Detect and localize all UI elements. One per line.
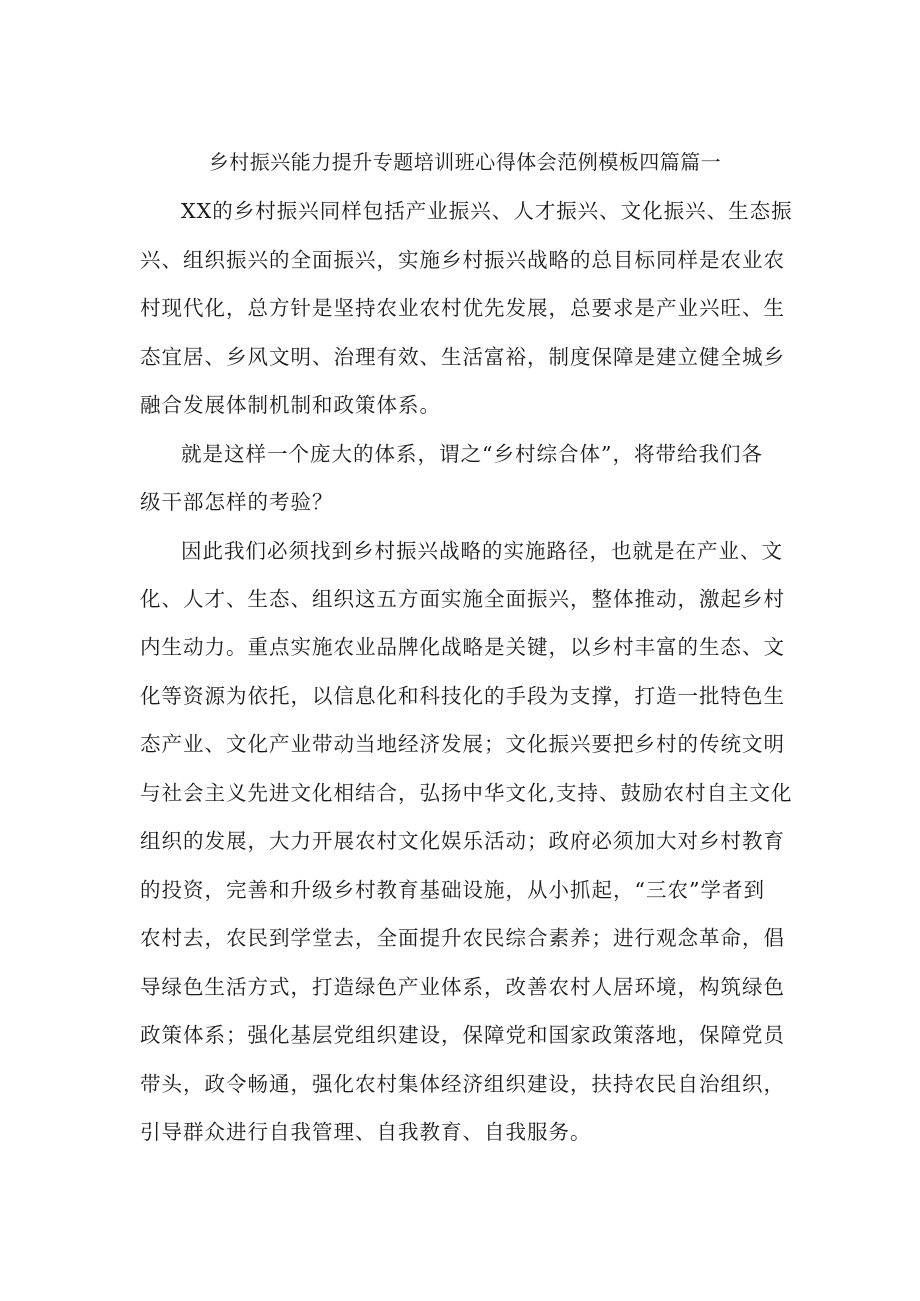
paragraph-2-line: 级干部怎样的考验？ [140, 490, 334, 514]
paragraph-3-line: 化、人才、生态、组织这五方面实施全面振兴，整体推动，激起乡村 [140, 587, 785, 611]
paragraph-3-line: 与社会主义先进文化相结合，弘扬中华文化,支持、鼓励农村自主文化 [140, 781, 793, 805]
paragraph-1-line: XX的乡村振兴同样包括产业振兴、人才振兴、文化振兴、生态振 [181, 199, 793, 223]
paragraph-2-line: 就是这样一个庞大的体系，谓之“乡村综合体”，将带给我们各 [181, 442, 763, 466]
document-title: 乡村振兴能力提升专题培训班心得体会范例模板四篇篇一 [208, 150, 722, 174]
paragraph-3-line: 政策体系；强化基层党组织建设，保障党和国家政策落地，保障党员 [140, 1023, 785, 1047]
paragraph-3-line: 因此我们必须找到乡村振兴战略的实施路径，也就是在产业、文 [181, 539, 783, 563]
paragraph-1-line: 融合发展体制机制和政策体系。 [140, 393, 441, 417]
paragraph-1-line: 兴、组织振兴的全面振兴，实施乡村振兴战略的总目标同样是农业农 [140, 248, 785, 272]
paragraph-3-line: 引导群众进行自我管理、自我教育、自我服务。 [140, 1120, 592, 1144]
paragraph-3-line: 化等资源为依托，以信息化和科技化的手段为支撑，打造一批特色生 [140, 684, 785, 708]
paragraph-3-line: 组织的发展，大力开展农村文化娱乐活动；政府必须加大对乡村教育 [140, 829, 785, 853]
paragraph-3-line: 态产业、文化产业带动当地经济发展；文化振兴要把乡村的传统文明 [140, 732, 785, 756]
paragraph-1-line: 态宜居、乡风文明、治理有效、生活富裕，制度保障是建立健全城乡 [140, 345, 785, 369]
paragraph-3-line: 内生动力。重点实施农业品牌化战略是关键，以乡村丰富的生态、文 [140, 635, 785, 659]
paragraph-1-line: 村现代化，总方针是坚持农业农村优先发展，总要求是产业兴旺、生 [140, 296, 785, 320]
paragraph-3-line: 导绿色生活方式，打造绿色产业体系，改善农村人居环境，构筑绿色 [140, 975, 785, 999]
paragraph-3-line: 农村去，农民到学堂去，全面提升农民综合素养；进行观念革命，倡 [140, 926, 785, 950]
paragraph-3-line: 带头，政令畅通，强化农村集体经济组织建设，扶持农民自治组织， [140, 1072, 785, 1096]
paragraph-3-line: 的投资，完善和升级乡村教育基础设施，从小抓起，“三农”学者到 [140, 878, 765, 902]
